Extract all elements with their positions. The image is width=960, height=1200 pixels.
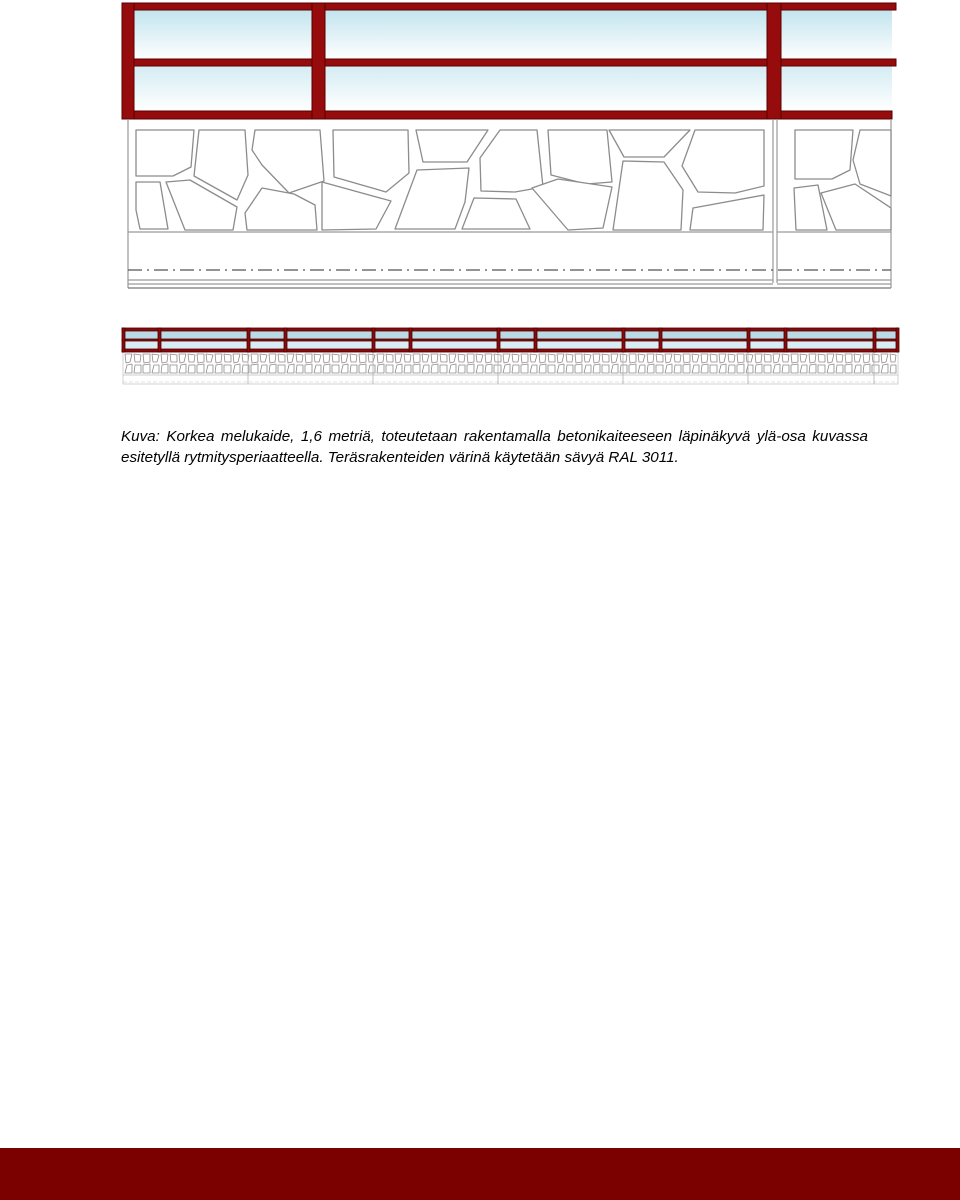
small-stone xyxy=(413,354,420,363)
small-stone xyxy=(593,364,600,373)
small-post xyxy=(247,328,250,352)
small-stone xyxy=(602,354,609,362)
small-stone xyxy=(764,354,771,362)
small-stone xyxy=(818,365,825,373)
small-stone xyxy=(620,354,627,362)
small-post xyxy=(873,328,876,352)
small-post xyxy=(158,328,161,352)
small-stone xyxy=(485,364,492,373)
small-stone xyxy=(359,364,366,373)
small-stone xyxy=(737,364,744,373)
small-stone xyxy=(350,365,357,373)
small-post xyxy=(284,328,287,352)
small-stone xyxy=(791,364,798,373)
small-stone xyxy=(296,365,303,373)
small-stone xyxy=(197,364,204,373)
small-stone xyxy=(161,354,168,363)
small-stone xyxy=(890,365,896,373)
small-stone xyxy=(872,354,879,362)
small-stone xyxy=(701,364,708,373)
small-stone xyxy=(548,365,555,373)
small-stone xyxy=(323,364,330,373)
small-stone xyxy=(872,365,879,373)
small-stone xyxy=(440,365,447,373)
small-post xyxy=(747,328,750,352)
small-stone xyxy=(404,354,411,362)
small-post xyxy=(896,328,899,352)
small-stone xyxy=(728,365,735,373)
small-stone xyxy=(251,354,258,363)
small-post xyxy=(409,328,412,352)
small-stone xyxy=(647,354,654,363)
small-stone xyxy=(458,365,465,373)
small-stone xyxy=(539,354,546,363)
small-stone xyxy=(782,365,789,373)
small-stone xyxy=(485,354,492,363)
figure-caption: Kuva: Korkea melukaide, 1,6 metriä, toteutetaan rakentamalla betonikaiteeseen läpinäkyvä ylä-osa kuvassa esitetyllä rytmitysperiaatteella. Teräsrakenteiden värinä käytetään sävyä RAL 3011. xyxy=(121,428,868,466)
small-stone xyxy=(512,365,519,373)
small-stone xyxy=(404,365,411,373)
small-stone xyxy=(170,365,177,373)
small-stone xyxy=(269,354,276,363)
small-stone xyxy=(836,365,843,373)
small-stone xyxy=(566,365,573,373)
small-post xyxy=(622,328,625,352)
footer-bar xyxy=(0,1148,960,1200)
small-stone xyxy=(863,364,870,373)
small-post xyxy=(784,328,787,352)
small-stone xyxy=(755,364,762,373)
small-stone xyxy=(890,354,896,362)
small-stone xyxy=(377,354,384,363)
small-stone xyxy=(539,364,546,373)
stone-pattern xyxy=(136,130,891,230)
small-stone xyxy=(431,364,438,373)
small-stone xyxy=(170,354,177,362)
small-stone xyxy=(161,364,168,373)
small-stone xyxy=(629,364,636,373)
small-stone xyxy=(215,354,222,363)
small-stone xyxy=(458,354,465,362)
small-post xyxy=(534,328,537,352)
small-stone xyxy=(674,354,681,362)
small-stone xyxy=(323,354,330,363)
small-stone xyxy=(467,364,474,373)
small-stone xyxy=(494,365,501,373)
small-stone xyxy=(134,354,141,362)
small-stone xyxy=(602,365,609,373)
small-stone xyxy=(566,354,573,362)
small-stone xyxy=(377,364,384,373)
small-stone xyxy=(305,364,312,373)
small-stone xyxy=(593,354,600,363)
large-elevation xyxy=(122,3,896,288)
noise-barrier-drawing xyxy=(0,0,960,400)
small-stone xyxy=(197,354,204,363)
small-stone xyxy=(647,364,654,373)
small-stone xyxy=(737,354,744,363)
small-stone xyxy=(332,365,339,373)
small-post xyxy=(122,328,125,352)
small-stone xyxy=(575,364,582,373)
small-stone xyxy=(431,354,438,363)
small-stone xyxy=(674,365,681,373)
small-stone xyxy=(224,365,231,373)
small-stone xyxy=(269,364,276,373)
small-stone xyxy=(224,354,231,362)
small-stone xyxy=(755,354,762,363)
small-stone xyxy=(332,354,339,362)
small-post xyxy=(372,328,375,352)
small-stone xyxy=(188,365,195,373)
small-stone-strip xyxy=(123,352,898,384)
small-stone xyxy=(863,354,870,363)
small-stone xyxy=(683,354,690,363)
small-stone xyxy=(143,364,150,373)
small-stone xyxy=(845,364,852,373)
small-stone xyxy=(764,365,771,373)
small-stone xyxy=(386,354,393,362)
small-post xyxy=(659,328,662,352)
small-stone xyxy=(701,354,708,363)
small-stone xyxy=(296,354,303,362)
small-stone xyxy=(629,354,636,363)
small-stone xyxy=(836,354,843,362)
small-stone xyxy=(278,365,285,373)
small-stone xyxy=(791,354,798,363)
small-stone xyxy=(575,354,582,363)
small-stone xyxy=(710,365,717,373)
small-stone xyxy=(809,364,816,373)
small-stone xyxy=(359,354,366,363)
small-stone xyxy=(548,354,555,362)
small-stone xyxy=(413,364,420,373)
small-stone xyxy=(251,364,258,373)
small-stone xyxy=(350,354,357,362)
small-stone xyxy=(278,354,285,362)
small-stone xyxy=(728,354,735,362)
small-stone xyxy=(521,364,528,373)
small-stone xyxy=(143,354,150,363)
small-stone xyxy=(683,364,690,373)
small-stone xyxy=(305,354,312,363)
small-post xyxy=(497,328,500,352)
small-stone xyxy=(467,354,474,363)
small-stone xyxy=(710,354,717,362)
small-stone xyxy=(818,354,825,362)
small-stone xyxy=(845,354,852,363)
small-stone xyxy=(512,354,519,362)
small-stone xyxy=(620,365,627,373)
small-stone xyxy=(809,354,816,363)
small-elevation xyxy=(122,328,899,384)
small-stone xyxy=(440,354,447,362)
small-stone xyxy=(782,354,789,362)
small-stone xyxy=(188,354,195,362)
small-stone xyxy=(494,354,501,362)
small-stone xyxy=(656,354,663,362)
small-stone xyxy=(656,365,663,373)
small-stone xyxy=(521,354,528,363)
small-stone xyxy=(134,365,141,373)
small-stone xyxy=(386,365,393,373)
small-stone xyxy=(215,364,222,373)
